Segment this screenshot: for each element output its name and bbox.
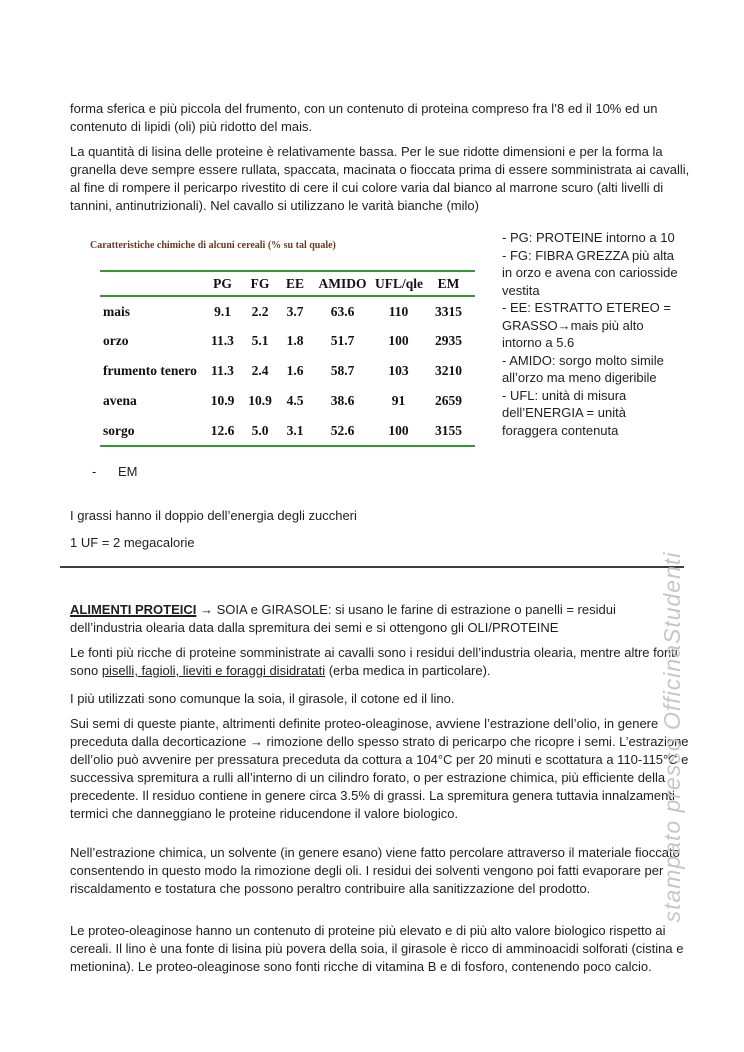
paragraph-utilizzati: I più utilizzati sono comunque la soia, il girasole, il cotone ed il lino. [70,691,455,706]
paragraph-proteo-oleaginose: Le proteo-oleaginose hanno un contenuto di proteine più elevato e di più alto valore biologico rispetto ai cereali. Il lino è una fonte di lisina più povera della soia, il girasole è ricco di amminoacidi solforati (cistina e metionina). Le proteo-oleaginose sono fonti ricche di vitamina B e di fosforo, contenendo poco calcio. [70,923,684,974]
table-row [100,356,475,386]
paragraph-grassi: I grassi hanno il doppio dell’energia degli zuccheri [70,508,357,523]
cell-value: 5.0 [251,422,269,438]
cell-value: 10.9 [210,393,235,408]
cell-value: 2.4 [251,363,269,378]
cell-value: 63.6 [330,303,355,319]
paragraph-fonti-pre: Le fonti più ricche di proteine somministrate ai cavalli sono i residui dell’industria olearia, mentre altre fonti sono [70,645,678,678]
cell-value: 38.6 [330,393,355,408]
cell-value: 100 [388,422,409,438]
cell-value: 1.6 [286,363,304,378]
side-notes [502,229,684,439]
cell-value: 110 [388,303,409,319]
cell-value: 11.3 [211,333,234,348]
table-row [100,296,475,326]
cell-value: 5.1 [251,333,269,348]
paragraph-uf: 1 UF = 2 megacalorie [70,535,195,550]
section-divider [60,566,684,568]
cell-value: 3315 [435,303,462,319]
row-label: mais [103,303,130,319]
paragraph-fonti-underlined: piselli, fagioli, lieviti e foraggi disidratati [101,663,326,678]
cell-value: 12.6 [210,422,235,438]
column-header-em: EM [422,271,475,296]
cell-value: 2.2 [251,303,269,319]
column-header-fg: FG [240,271,280,296]
paragraph-intro: forma sferica e più piccola del frumento, con un contenuto di proteina compreso fra l’8 ed il 10% ed un contenuto di lipidi (oli) più ridotto del mais. [70,101,658,134]
section-heading-paragraph [70,601,690,637]
column-header-pg: PG [205,271,240,296]
column-header-ee: EE [280,271,310,296]
cell-value: 58.7 [330,363,355,378]
table-corner-cell [100,271,205,296]
cell-value: 2659 [435,393,462,408]
cell-value: 100 [388,333,409,348]
cell-value: 3.1 [286,422,304,438]
section-heading: ALIMENTI PROTEICI [70,602,197,617]
row-label: frumento tenero [103,363,197,378]
note-item-ufl: - UFL: unità di misura dell’ENERGIA = unità foraggera contenuta [502,387,627,438]
cell-value: 91 [391,393,406,408]
column-header-amido: AMIDO [310,271,375,296]
cell-value: 3155 [435,422,462,438]
paragraph-fonti [70,644,690,680]
note-item-fg: - FG: FIBRA GREZZA più alta in orzo e avena con cariosside vestita [502,247,678,298]
cell-value: 103 [388,363,409,378]
table-header-row [100,271,475,296]
paragraph-estrazione-chimica: Nell’estrazione chimica, un solvente (in genere esano) viene fatto percolare attraverso il materiale fioccato consentendo in questo modo la rimozione degli oli. I residui dei solventi vengono poi fatti evaporare per riscaldamento e tostatura che possono peraltro contribuire alla sanitizzazione del prodotto. [70,845,680,896]
cell-value: 1.8 [286,333,304,348]
cell-value: 3210 [435,363,462,378]
cell-value: 52.6 [330,422,355,438]
cell-value: 4.5 [286,393,304,408]
row-label: avena [103,393,137,408]
paragraph-estrazione: Sui semi di queste piante, altrimenti definite proteo-oleaginose, avviene l’estrazione dell’olio, in genere preceduta dalla decorticazione → rimozione dello spesso strato di pericarpo che ricopre i semi. L’estrazione dell’olio può avvenire per pressatura preceduta da cottura a 104°C per 20 minuti e scottatura a 110-115°C e successiva spremitura a rulli all’interno di un cilindro forato, o per estrazione chimica, più efficiente della precedente. Il residuo contiene in genere circa 3.5% di grassi. La spremitura genera tuttavia innalzamenti termici che danneggiano le proteine riducendone il valore biologico. [70,716,689,821]
em-bullet-item [92,464,138,479]
em-label: EM [118,464,138,479]
cell-value: 11.3 [211,363,234,378]
cell-value: 10.9 [248,393,272,408]
bullet-dash: - [92,464,97,479]
table-row [100,386,475,416]
note-item-pg: - PG: PROTEINE intorno a 10 [502,230,675,245]
watermark-text: stampato presso OfficinaStudenti [659,551,685,923]
table-row [100,416,475,446]
note-item-ee: - EE: ESTRATTO ETEREO = GRASSO→mais più alto intorno a 5.6 [502,300,671,350]
column-header-ufl: UFL/qle [375,271,422,296]
cereal-composition-table [100,270,475,447]
row-label: orzo [103,333,129,348]
cell-value: 3.7 [286,303,304,319]
paragraph-lisina: La quantità di lisina delle proteine è relativamente bassa. Per le sue ridotte dimensioni e per la forma la granella deve sempre essere rullata, spaccata, macinata o fioccata prima di essere somministrata ai cavalli, al fine di rompere il pericarpo rivestito di cere il cui colore varia dal bianco al marrone scuro (alti livelli di tannini, antinutrizionali). Nel cavallo si utilizzano le varità bianche (milo) [70,144,690,213]
cell-value: 2935 [435,333,462,348]
paragraph-fonti-post: (erba medica in particolare). [325,663,491,678]
table-caption: Caratteristiche chimiche di alcuni cereali (% su tal quale) [90,240,336,251]
table-row [100,326,475,356]
cell-value: 51.7 [330,333,355,348]
note-item-amido: - AMIDO: sorgo molto simile all’orzo ma meno digeribile [502,352,664,385]
row-label: sorgo [103,422,135,438]
cell-value: 9.1 [214,303,231,319]
section-heading-rest: → SOIA e GIRASOLE: si usano le farine di estrazione o panelli = residui dell’industria olearia data dalla spremitura dei semi e si ottengono gli OLI/PROTEINE [70,602,616,635]
